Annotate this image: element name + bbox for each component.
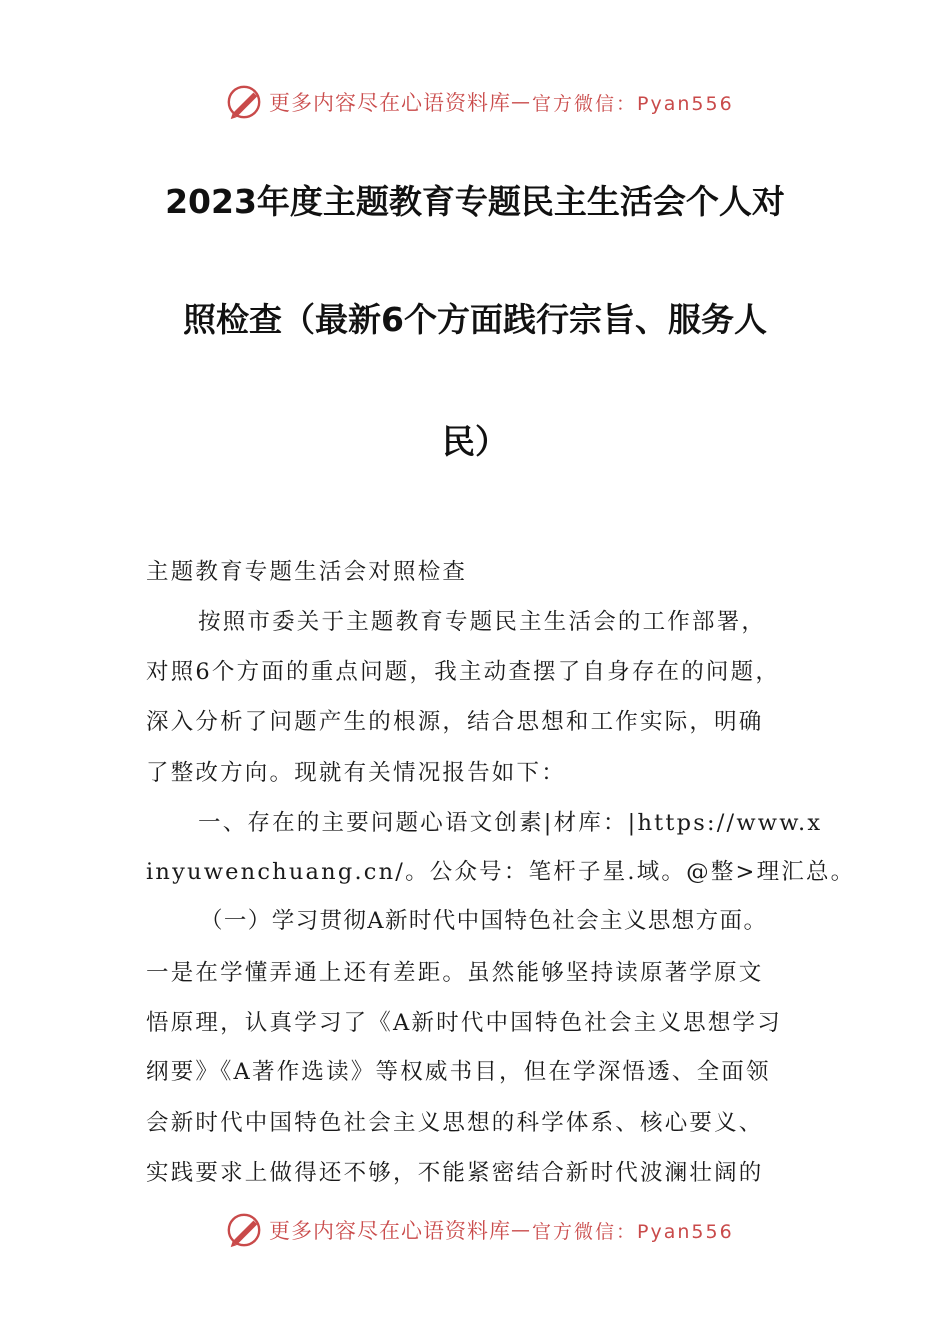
watermark-wechat-text: 官方微信：Pyan556 — [532, 92, 734, 115]
header-watermark-banner — [225, 78, 745, 126]
watermark-wechat-text: 官方微信：Pyan556 — [532, 1220, 734, 1243]
body-line: 会新时代中国特色社会主义思想的科学体系、核心要义、 — [146, 1110, 764, 1136]
body-line: 实践要求上做得还不够，不能紧密结合新时代波澜壮阔的 — [146, 1160, 764, 1186]
body-line: inyuwenchuang.cn/。公众号：笔杆子星.域。@整>理汇总。 — [146, 859, 856, 885]
section-subtitle: 主题教育专题生活会对照检查 — [146, 559, 468, 585]
section-heading-1: 一、存在的主要问题心语文创素|材库：|https://www.x — [198, 810, 823, 836]
body-line: 按照市委关于主题教育专题民主生活会的工作部署， — [198, 609, 767, 635]
document-title-line-2: 照检查（最新6个方面践行宗旨、服务人 — [183, 300, 767, 339]
document-title-line-1: 2023年度主题教育专题民主生活会个人对 — [165, 182, 785, 221]
footer-watermark-banner — [225, 1206, 745, 1254]
subsection-heading-1: （一）学习贯彻A新时代中国特色社会主义思想方面。 — [200, 908, 768, 934]
watermark-dash: — — [511, 1219, 532, 1241]
document-title-line-3: 民） — [442, 422, 508, 461]
body-line: 了整改方向。现就有关情况报告如下： — [146, 760, 566, 786]
body-line: 对照6个方面的重点问题，我主动查摆了自身存在的问题， — [146, 659, 781, 685]
pen-logo-icon — [225, 83, 263, 121]
watermark-brand-text: 更多内容尽在心语资料库 — [269, 1219, 511, 1243]
body-line: 纲要》《A著作选读》等权威书目，但在学深悟透、全面领 — [146, 1059, 771, 1085]
body-line: 深入分析了问题产生的根源，结合思想和工作实际，明确 — [146, 709, 764, 735]
pen-logo-icon — [225, 1211, 263, 1249]
watermark-dash: — — [511, 91, 532, 113]
body-line: 一是在学懂弄通上还有差距。虽然能够坚持读原著学原文 — [146, 960, 764, 986]
watermark-brand-text: 更多内容尽在心语资料库 — [269, 91, 511, 115]
body-line: 悟原理，认真学习了《A新时代中国特色社会主义思想学习 — [146, 1010, 782, 1036]
